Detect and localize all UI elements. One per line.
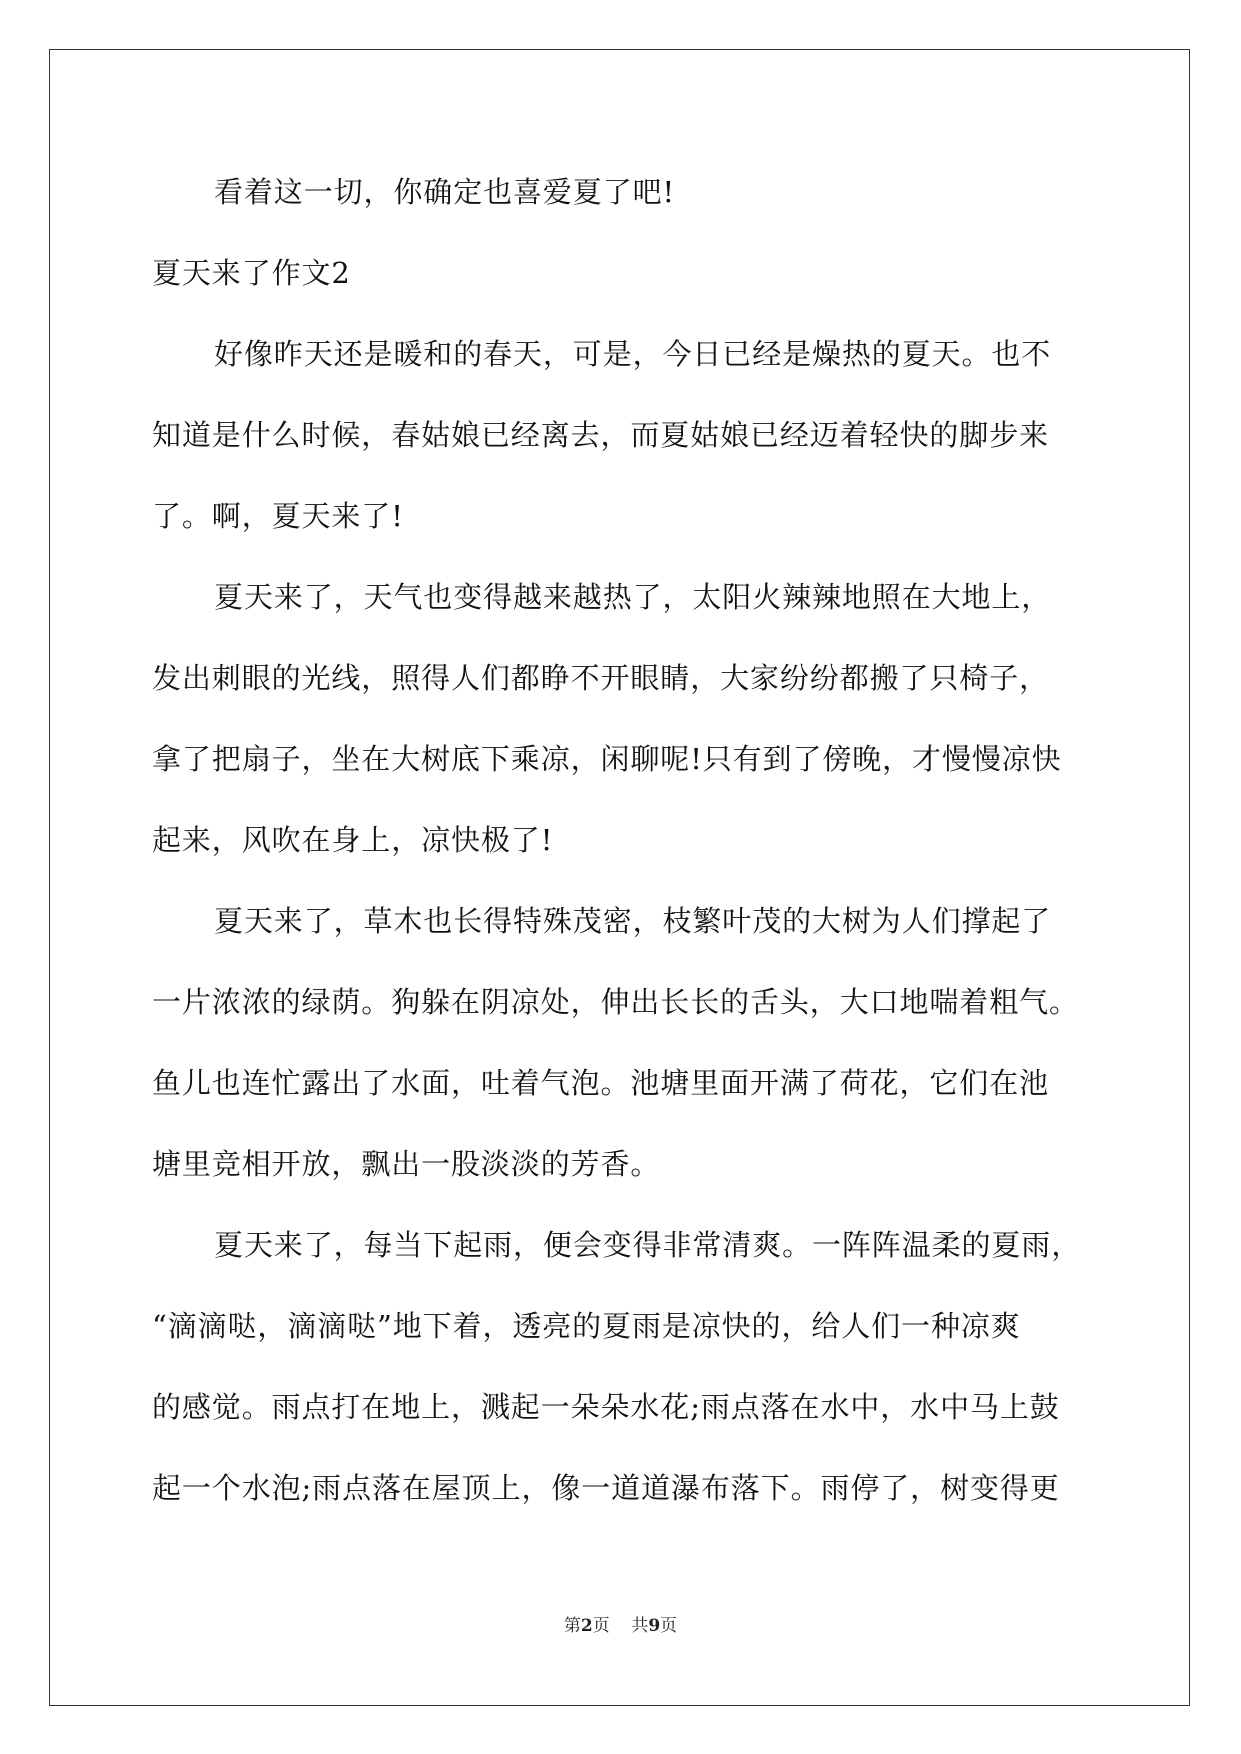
paragraph-line: 拿了把扇子，坐在大树底下乘凉，闲聊呢!只有到了傍晚，才慢慢凉快 bbox=[152, 742, 1062, 776]
paragraph-line: 好像昨天还是暖和的春天，可是，今日已经是燥热的夏天。也不 bbox=[214, 337, 1052, 371]
paragraph-line: 知道是什么时候，春姑娘已经离去，而夏姑娘已经迈着轻快的脚步来 bbox=[152, 418, 1050, 452]
paragraph-line: 起来，风吹在身上，凉快极了! bbox=[152, 823, 554, 857]
paragraph-line: 看着这一切，你确定也喜爱夏了吧! bbox=[214, 175, 676, 209]
page-suffix: 页 bbox=[592, 1616, 610, 1636]
page-prefix: 第 bbox=[563, 1616, 581, 1636]
paragraph-line: “滴滴哒，滴滴哒”地下着，透亮的夏雨是凉快的，给人们一种凉爽 bbox=[152, 1309, 1021, 1343]
page-border bbox=[49, 49, 1190, 1706]
total-pages: 9 bbox=[648, 1616, 661, 1636]
section-heading: 夏天来了作文2 bbox=[152, 256, 351, 290]
paragraph-line: 夏天来了，每当下起雨，便会变得非常清爽。一阵阵温柔的夏雨， bbox=[214, 1228, 1082, 1262]
paragraph-line: 的感觉。雨点打在地上，溅起一朵朵水花;雨点落在水中，水中马上鼓 bbox=[152, 1390, 1060, 1424]
paragraph-line: 发出刺眼的光线，照得人们都睁不开眼睛，大家纷纷都搬了只椅子， bbox=[152, 661, 1050, 695]
total-prefix: 共 bbox=[631, 1616, 649, 1636]
paragraph-line: 起一个水泡;雨点落在屋顶上，像一道道瀑布落下。雨停了，树变得更 bbox=[152, 1471, 1060, 1505]
paragraph-line: 鱼儿也连忙露出了水面，吐着气泡。池塘里面开满了荷花，它们在池 bbox=[152, 1066, 1050, 1100]
page-number: 2 bbox=[580, 1616, 593, 1636]
paragraph-line: 夏天来了，天气也变得越来越热了，太阳火辣辣地照在大地上， bbox=[214, 580, 1052, 614]
paragraph-line: 一片浓浓的绿荫。狗躲在阴凉处，伸出长长的舌头，大口地喘着粗气。 bbox=[152, 985, 1079, 1019]
paragraph-line: 塘里竞相开放，飘出一股淡淡的芳香。 bbox=[152, 1147, 661, 1181]
total-suffix: 页 bbox=[660, 1616, 678, 1636]
paragraph-line: 夏天来了，草木也长得特殊茂密，枝繁叶茂的大树为人们撑起了 bbox=[214, 904, 1052, 938]
page-footer bbox=[0, 1614, 1241, 1638]
paragraph-line: 了。啊，夏天来了! bbox=[152, 499, 404, 533]
